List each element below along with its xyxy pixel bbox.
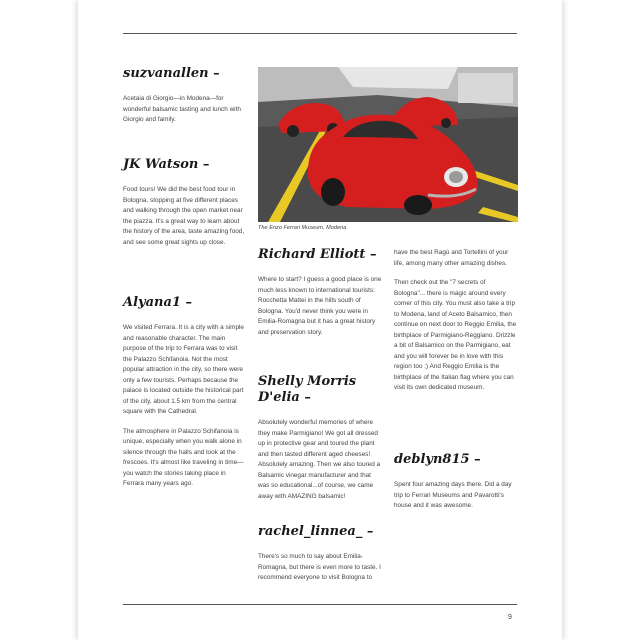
entry-rachel-linnea-continued (394, 248, 518, 403)
entry-text (258, 418, 382, 502)
ferrari-museum-photo (258, 67, 518, 222)
entry-shelly-morris-delia (258, 374, 382, 511)
entry-text (123, 323, 247, 490)
entry-jk-watson (123, 157, 245, 257)
paragraph: We visited Ferrara. It is a city with a simple and reasonable character. The main purpose of the trip to Ferrara was to visit the Palazzo Schifanoia. Not the most popular attraction in the city, so there were only a few tourists. Perhaps because the palace is located outside the historical part of the city, about 1.5 km from the central square with the Cathedral. (123, 324, 244, 415)
entry-name: rachel_linnea_ – (258, 524, 374, 539)
paragraph: Then check out the "7 secrets of Bologna"... there is magic around every corner of this city. You must also take a trip to Modena, land of Aceto Balsamico, then continue on next door to Reggio Emilia, the birthplace of Parmigiano-Reggiano. Drizzle a bit of Balsamico on the Parmigiano, eat and you will forever be in love with this region too ;) And Reggio Emilia is the birthplace of the Italian flag where you can visit its own dedicated museum. (394, 279, 517, 391)
entry-name: suzvanallen – (123, 66, 220, 81)
paragraph: There's so much to say about Emilia-Romagna, but there is even more to taste. I recommend everyone to visit Bologna to (258, 553, 381, 581)
top-rule (123, 33, 517, 34)
entry-name: deblyn815 – (394, 452, 481, 467)
paragraph: Where to start? I guess a good place is one much less known to international tourists: Rocchetta Mattei in the hills south of Bologna. You'd never think you were in Emilia-Romagna but it has a great history and preservation story. (258, 276, 382, 336)
entry-text (123, 185, 245, 248)
photo-illustration (258, 67, 518, 222)
photo-caption: The Enzo Ferrari Museum, Modena (258, 225, 347, 231)
entry-suzvanallen (123, 66, 245, 135)
entry-text (258, 275, 382, 338)
paragraph: have the best Ragù and Tortellini of your life, among many other amazing dishes. (394, 249, 509, 267)
bottom-rule (123, 604, 517, 605)
paragraph: Food tours! We did the best food tour in Bologna, stopping at five different places and walking through the open market near the piazza. It's a great way to learn about the history of the area, taste amazing food, and see some great sights up close. (123, 186, 245, 246)
page-number: 9 (508, 614, 512, 621)
paragraph: Acetaia di Giorgio—in Modena—for wonderful balsamic tasting and lunch with Giorgio and family. (123, 95, 241, 123)
entry-deblyn815 (394, 452, 518, 521)
entry-text (394, 248, 518, 394)
entry-text (394, 480, 518, 512)
paragraph: Absolutely wonderful memories of where they make Parmigiano! We got all dressed up in protective gear and toured the plant and then tasted different aged cheeses! Absolutely amazing. Then we also toured a Balsamic vinegar manufacturer and that was so educational...of course, we came away with AMAZING balsamic! (258, 419, 381, 500)
entry-rachel-linnea (258, 524, 382, 593)
entry-text (258, 552, 382, 584)
entry-alyana1 (123, 295, 247, 499)
paragraph: The atmosphere in Palazzo Schifanoia is unique, especially when you walk alone in silence through the halls and look at the frescoes. It's almost like traveling in time—you watch the stories taking place in Ferrara many years ago. (123, 427, 244, 487)
entry-text (123, 94, 245, 126)
entry-name: JK Watson – (123, 157, 210, 172)
entry-name: Shelly Morris D'elia – (258, 374, 357, 405)
entry-name: Richard Elliott – (258, 247, 377, 262)
paragraph: Spent four amazing days there. Did a day trip to Ferrari Museums and Pavarotti's house and it was awesome. (394, 481, 512, 509)
entry-richard-elliott (258, 247, 382, 347)
entry-name: Alyana1 – (123, 295, 192, 310)
